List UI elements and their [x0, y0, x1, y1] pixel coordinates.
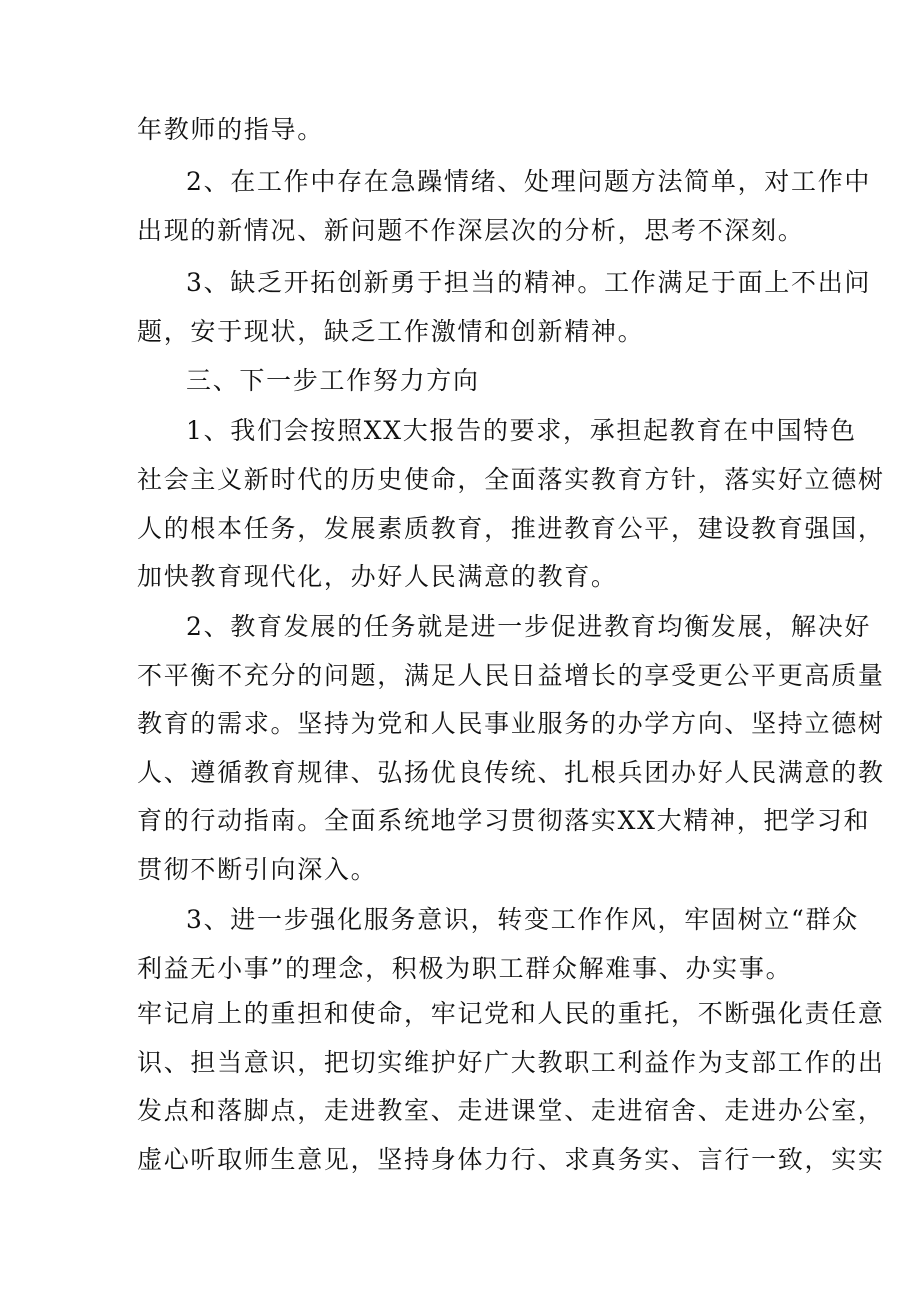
- text-line-8: 社会主义新时代的历史使命，全面落实教育方针，落实好立德树: [137, 465, 885, 494]
- text-line-20: 识、担当意识，把切实维护好广大教职工利益作为支部工作的出: [137, 1048, 885, 1077]
- text-line-17: 3、进一步强化服务意识，转变工作作风，牢固树立“群众: [186, 905, 859, 934]
- text-line-2: 2、在工作中存在急躁情绪、处理问题方法简单，对工作中: [186, 167, 872, 196]
- text-line-7: 1、我们会按照XX大报告的要求，承担起教育在中国特色: [186, 416, 857, 445]
- text-line-21: 发点和落脚点，走进教室、走进课堂、走进宿舍、走进办公室，: [137, 1096, 885, 1125]
- section-heading: 三、下一步工作努力方向: [186, 366, 480, 395]
- text-line-12: 不平衡不充分的问题，满足人民日益增长的享受更公平更高质量: [137, 661, 885, 690]
- text-line-11: 2、教育发展的任务就是进一步促进教育均衡发展，解决好: [186, 612, 872, 641]
- text-line-10: 加快教育现代化，办好人民满意的教育。: [137, 562, 618, 591]
- text-line-22: 虚心听取师生意见，坚持身体力行、求真务实、言行一致，实实: [137, 1145, 885, 1174]
- text-line-19: 牢记肩上的重担和使命，牢记党和人民的重托，不断强化责任意: [137, 999, 885, 1028]
- text-line-3: 出现的新情况、新问题不作深层次的分析，思考不深刻。: [137, 216, 805, 245]
- text-line-13: 教育的需求。坚持为党和人民事业服务的办学方向、坚持立德树: [137, 709, 885, 738]
- text-line-14: 人、遵循教育规律、弘扬优良传统、扎根兵团办好人民满意的教: [137, 758, 885, 787]
- text-line-5: 题，安于现状，缺乏工作激情和创新精神。: [137, 317, 645, 346]
- text-line-1: 年教师的指导。: [137, 115, 324, 144]
- text-line-15: 育的行动指南。全面系统地学习贯彻落实XX大精神，把学习和: [137, 806, 871, 835]
- text-line-16: 贯彻不断引向深入。: [137, 855, 378, 884]
- text-line-18: 利益无小事”的理念，积极为职工群众解难事、办实事。: [137, 954, 793, 983]
- text-line-4: 3、缺乏开拓创新勇于担当的精神。工作满足于面上不出问: [186, 268, 872, 297]
- text-line-9: 人的根本任务，发展素质教育，推进教育公平，建设教育强国，: [137, 514, 885, 543]
